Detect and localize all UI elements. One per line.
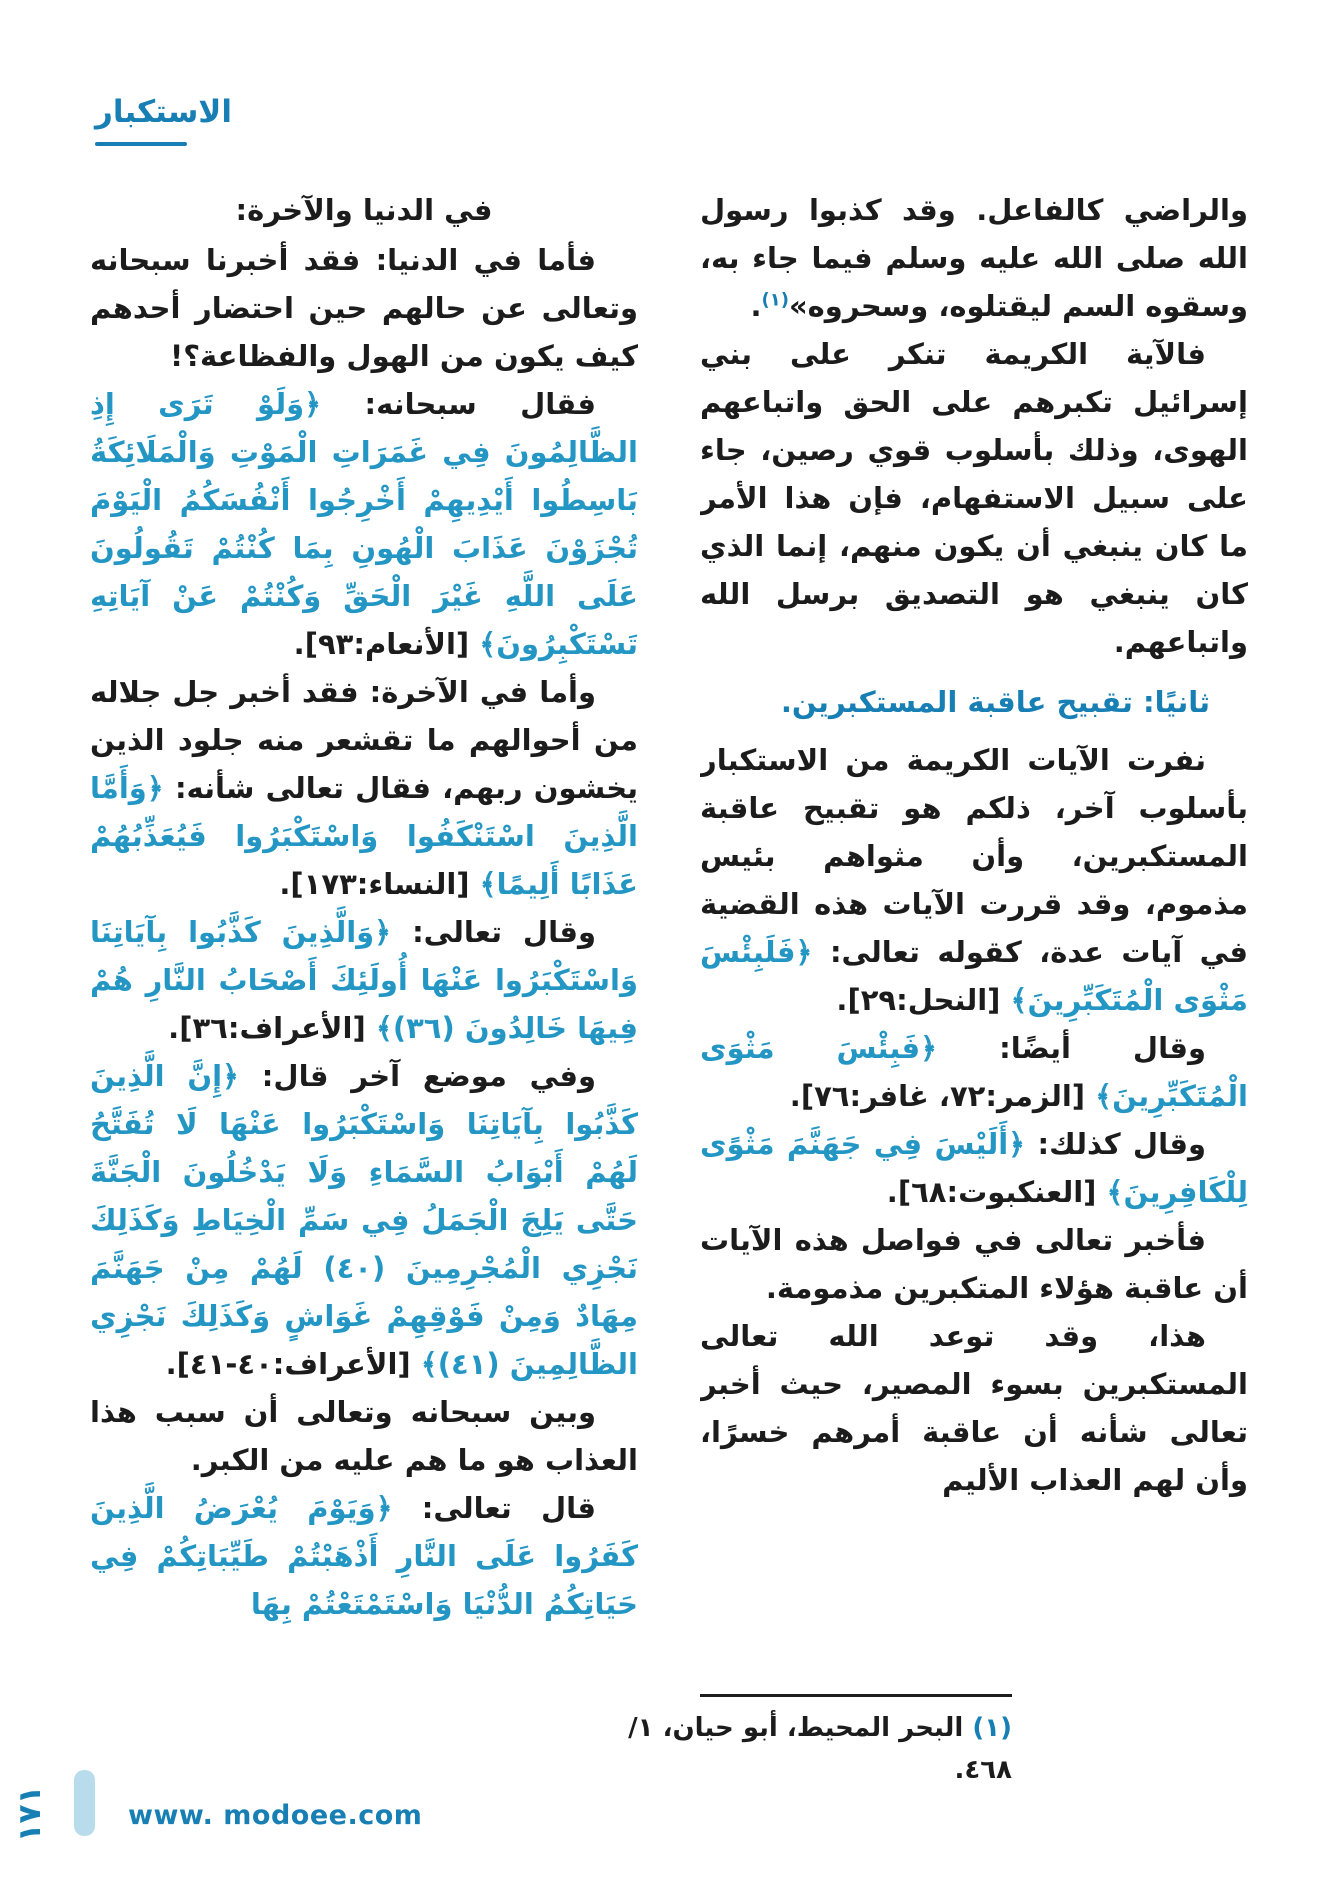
page-header-title: الاستكبار [95, 94, 233, 130]
sub-heading [90, 186, 638, 234]
footnote-body: البحر المحيط، أبو حيان، ١/ ٤٦٨. [628, 1713, 1012, 1785]
footnote-number: (١) [972, 1713, 1012, 1743]
verse-reference: [الأعراف:٤٠-٤١]. [165, 1347, 421, 1381]
verse-reference: [العنكبوت:٦٨]. [886, 1175, 1107, 1209]
verse-reference: [الزمر:٧٢، غافر:٧٦]. [789, 1079, 1096, 1113]
website-prefix: www. [128, 1800, 214, 1831]
paragraph [700, 1024, 1248, 1120]
paragraph [90, 1388, 638, 1484]
text-run: وأما في الآخرة: فقد أخبر جل جلاله من أحوالهم ما تقشعر منه جلود الذين يخشون ربهم، فقال تعالى شأنه: [90, 675, 638, 805]
text-run: في الدنيا والآخرة: [235, 193, 493, 227]
text-run: وبين سبحانه وتعالى أن سبب هذا العذاب هو ما هم عليه من الكبر. [90, 1395, 638, 1477]
quran-verse: ﴿فَلَبِئْسَ مَثْوَى الْمُتَكَبِّرِينَ﴾ [700, 935, 1248, 1017]
quran-verse: ﴿وَلَوْ تَرَى إِذِ الظَّالِمُونَ فِي غَمَرَاتِ الْمَوْتِ وَالْمَلَائِكَةُ بَاسِطُوا أَيْدِيهِمْ أَخْرِجُوا أَنْفُسَكُمُ الْيَوْمَ تُجْزَوْنَ عَذَابَ الْهُونِ بِمَا كُنْتُمْ تَقُولُونَ عَلَى اللَّهِ غَيْرَ الْحَقِّ وَكُنْتُمْ عَنْ آيَاتِهِ تَسْتَكْبِرُونَ﴾ [90, 387, 638, 661]
text-run: والراضي كالفاعل. وقد كذبوا رسول الله صلى الله عليه وسلم فيما جاء به، وسقوه السم ليقتلوه، وسحروه» [700, 193, 1248, 323]
quran-verse: ﴿إِنَّ الَّذِينَ كَذَّبُوا بِآيَاتِنَا وَاسْتَكْبَرُوا عَنْهَا لَا تُفَتَّحُ لَهُمْ أَبْوَابُ السَّمَاءِ وَلَا يَدْخُلُونَ الْجَنَّةَ حَتَّى يَلِجَ الْجَمَلُ فِي سَمِّ الْخِيَاطِ وَكَذَلِكَ نَجْزِي الْمُجْرِمِينَ (٤٠) لَهُمْ مِنْ جَهَنَّمَ مِهَادٌ وَمِنْ فَوْقِهِمْ غَوَاشٍ وَكَذَلِكَ نَجْزِي الظَّالِمِينَ (٤١)﴾ [90, 1059, 638, 1381]
footnote-text [608, 1707, 1012, 1791]
footnote [608, 1688, 1012, 1791]
quran-verse: ﴿وَيَوْمَ يُعْرَضُ الَّذِينَ كَفَرُوا عَلَى النَّارِ أَذْهَبْتُمْ طَيِّبَاتِكُمْ فِي حَيَاتِكُمُ الدُّنْيَا وَاسْتَمْتَعْتُمْ بِهَا [90, 1491, 638, 1621]
right-column [700, 186, 1248, 1786]
paragraph [700, 330, 1248, 666]
paragraph [90, 908, 638, 1052]
paragraph [700, 1120, 1248, 1216]
footnote-marker: (١) [761, 289, 789, 311]
text-run: وقال أيضًا: [937, 1031, 1206, 1065]
paragraph [700, 736, 1248, 1024]
paragraph [90, 668, 638, 908]
text-run: فأما في الدنيا: فقد أخبرنا سبحانه وتعالى عن حالهم حين احتضار أحدهم كيف يكون من الهول والفظاعة؟! [90, 243, 638, 373]
text-run: . [750, 289, 762, 323]
website-url [128, 1800, 422, 1831]
paragraph [700, 1312, 1248, 1504]
text-run: فالآية الكريمة تنكر على بني إسرائيل تكبرهم على الحق واتباعهم الهوى، وذلك بأسلوب قوي رصين، جاء على سبيل الاستفهام، فإن هذا الأمر ما كان ينبغي أن يكون منهم، إنما الذي كان ينبغي هو التصديق برسل الله واتباعهم. [700, 337, 1248, 659]
heading-text: ثانيًا: تقبيح عاقبة المستكبرين. [780, 685, 1210, 719]
footnote-divider [700, 1694, 1012, 1697]
quran-verse: ﴿وَأَمَّا الَّذِينَ اسْتَنْكَفُوا وَاسْتَكْبَرُوا فَيُعَذِّبُهُمْ عَذَابًا أَلِيمًا﴾ [90, 771, 638, 901]
text-run: نفرت الآيات الكريمة من الاستكبار بأسلوب آخر، ذلكم هو تقبيح عاقبة المستكبرين، وأن مثواهم بئيس مذموم، وقد قررت الآيات هذه القضية في آيات عدة، كقوله تعالى: [700, 743, 1248, 969]
section-heading [700, 678, 1248, 726]
text-run: فقال سبحانه: [321, 387, 596, 421]
left-column [90, 186, 638, 1786]
verse-reference: [الأعراف:٣٦]. [168, 1011, 376, 1045]
header-underline [95, 142, 187, 146]
text-run: وقال كذلك: [1025, 1127, 1206, 1161]
page-edge-tab [74, 1770, 95, 1836]
paragraph [700, 1216, 1248, 1312]
text-run: وفي موضع آخر قال: [239, 1059, 596, 1093]
paragraph [90, 236, 638, 380]
verse-reference: [النساء:١٧٣]. [279, 867, 480, 901]
quran-verse: ﴿أَلَيْسَ فِي جَهَنَّمَ مَثْوًى لِلْكَافِرِينَ﴾ [700, 1127, 1248, 1209]
text-columns [90, 186, 1248, 1786]
verse-reference: [النحل:٢٩]. [836, 983, 1011, 1017]
paragraph [700, 186, 1248, 330]
text-run: وقال تعالى: [391, 915, 596, 949]
text-run: فأخبر تعالى في فواصل هذه الآيات أن عاقبة هؤلاء المتكبرين مذمومة. [700, 1223, 1248, 1305]
text-run: هذا، وقد توعد الله تعالى المستكبرين بسوء المصير، حيث أخبر تعالى شأنه أن عاقبة أمرهم خسرًا، وأن لهم العذاب الأليم [700, 1319, 1248, 1497]
text-run: قال تعالى: [392, 1491, 596, 1525]
website-name: modoee.com [223, 1800, 423, 1831]
paragraph [90, 1052, 638, 1388]
quran-verse: ﴿وَالَّذِينَ كَذَّبُوا بِآيَاتِنَا وَاسْتَكْبَرُوا عَنْهَا أُولَئِكَ أَصْحَابُ النَّارِ هُمْ فِيهَا خَالِدُونَ (٣٦)﴾ [90, 915, 638, 1045]
verse-reference: [الأنعام:٩٣]. [293, 627, 480, 661]
page-number: ١٧١ [12, 1785, 48, 1843]
paragraph [90, 380, 638, 668]
quran-verse: ﴿فَبِئْسَ مَثْوَى الْمُتَكَبِّرِينَ﴾ [700, 1031, 1248, 1113]
paragraph [90, 1484, 638, 1628]
